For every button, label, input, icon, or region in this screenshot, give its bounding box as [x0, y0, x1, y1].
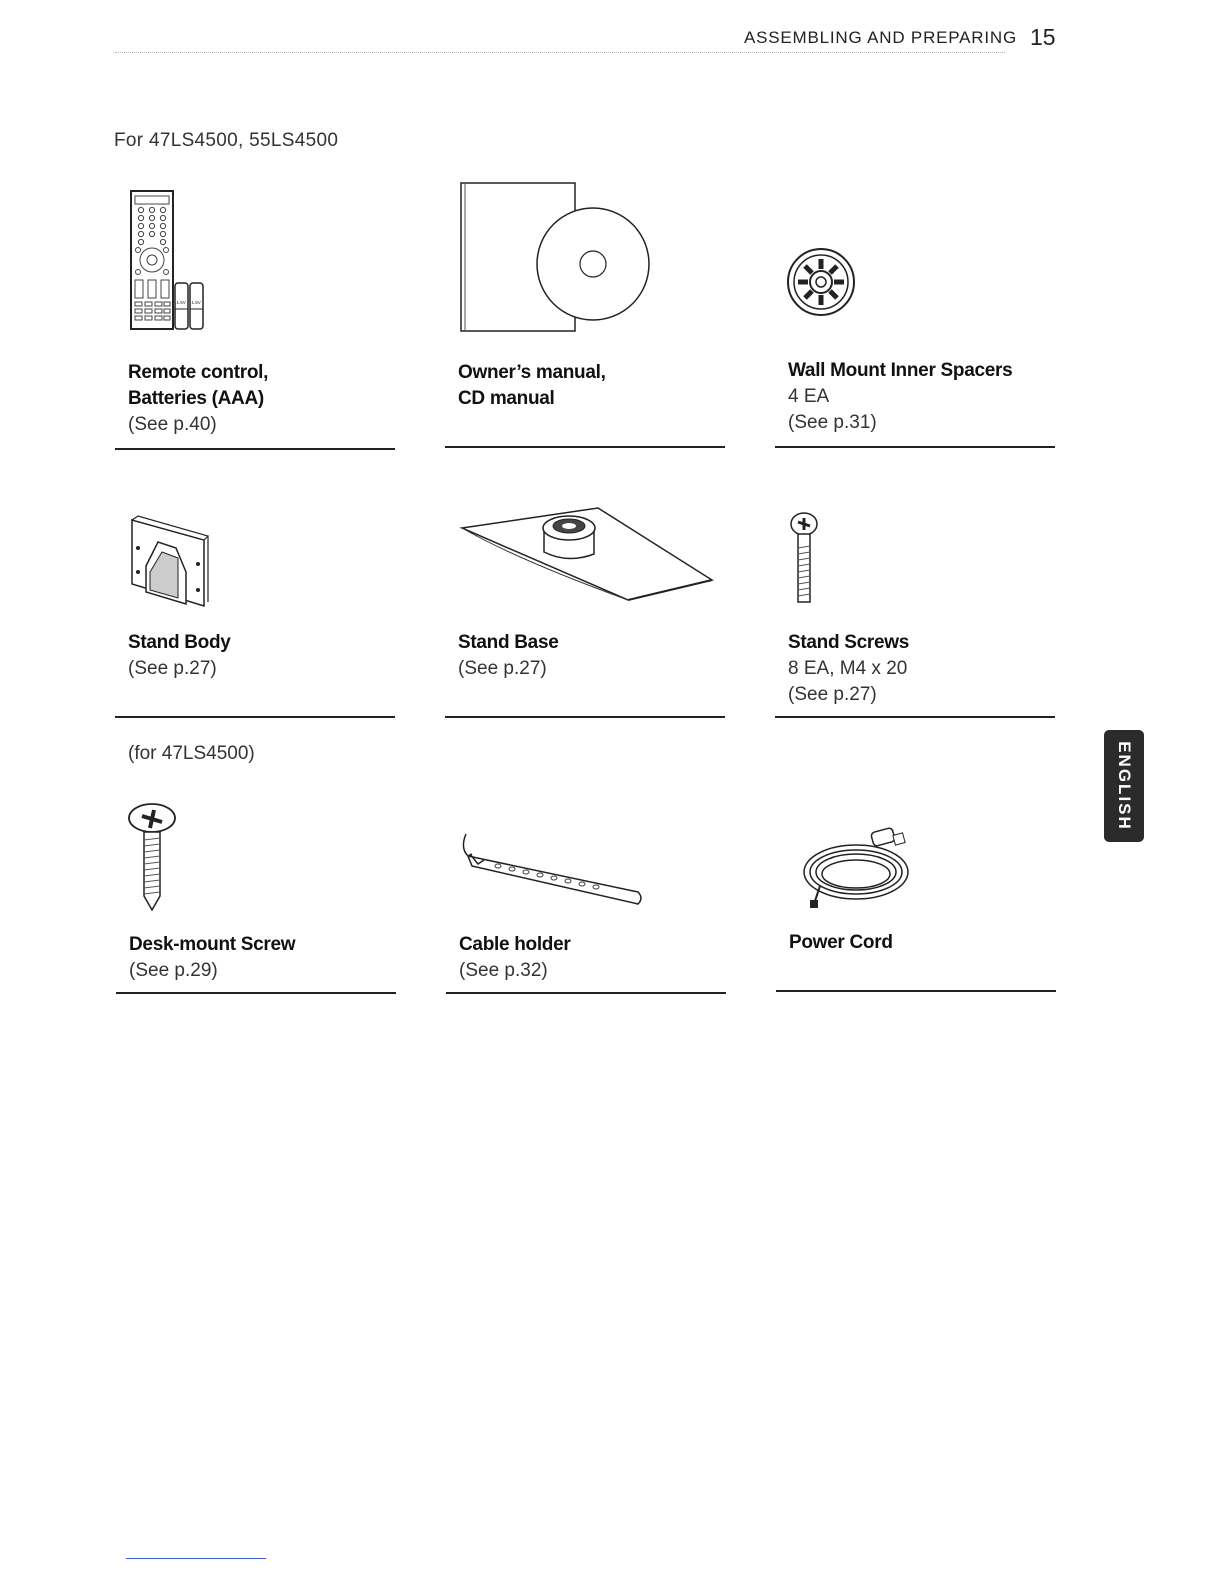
divider-rule	[115, 716, 395, 718]
item-name: Stand Base	[458, 632, 559, 653]
item-name: Power Cord	[789, 932, 893, 953]
stand-body-icon	[128, 512, 212, 610]
intro-text: For 47LS4500, 55LS4500	[114, 130, 339, 151]
divider-rule	[116, 992, 396, 994]
desk-screw-icon	[126, 800, 180, 912]
item-detail: 4 EA	[788, 386, 830, 407]
divider-rule	[446, 992, 726, 994]
item-detail: (See p.27)	[458, 658, 547, 679]
language-tab-label: ENGLISH	[1115, 741, 1134, 831]
page-number: 15	[1030, 24, 1056, 50]
divider-rule	[115, 448, 395, 450]
divider-rule	[776, 990, 1056, 992]
manual-cd-icon	[458, 180, 654, 334]
model-note: (for 47LS4500)	[128, 743, 255, 764]
battery-voltage-label: 1.5V	[191, 300, 201, 305]
item-detail: (See p.32)	[459, 960, 548, 981]
item-name: Batteries (AAA)	[128, 388, 264, 409]
cable-holder-icon	[458, 826, 648, 908]
divider-rule	[775, 716, 1055, 718]
item-name: CD manual	[458, 388, 555, 409]
battery-voltage-label: 1.5V	[176, 300, 186, 305]
item-detail: (See p.40)	[128, 414, 217, 435]
item-name: Desk-mount Screw	[129, 934, 296, 955]
stand-screw-icon	[784, 508, 824, 606]
item-detail: 8 EA, M4 x 20	[788, 658, 908, 679]
power-cord-icon	[798, 824, 916, 910]
divider-rule	[445, 716, 725, 718]
item-name: Remote control,	[128, 362, 269, 383]
spacer-icon	[786, 240, 858, 326]
header-rule	[115, 52, 1005, 53]
divider-rule	[775, 446, 1055, 448]
item-name: Cable holder	[459, 934, 571, 955]
item-detail: (See p.29)	[129, 960, 218, 981]
item-name: Stand Body	[128, 632, 231, 653]
section-title: ASSEMBLING AND PREPARING	[744, 28, 1018, 47]
divider-rule	[445, 446, 725, 448]
item-name: Stand Screws	[788, 632, 910, 653]
footer-line	[126, 1558, 266, 1559]
stand-base-icon	[458, 500, 720, 606]
item-name: Owner’s manual,	[458, 362, 606, 383]
item-detail: (See p.27)	[788, 684, 877, 705]
item-name: Wall Mount Inner Spacers	[788, 360, 1013, 381]
item-detail: (See p.31)	[788, 412, 877, 433]
remote-control-icon	[128, 188, 208, 333]
item-detail: (See p.27)	[128, 658, 217, 679]
language-tab	[1104, 730, 1144, 842]
